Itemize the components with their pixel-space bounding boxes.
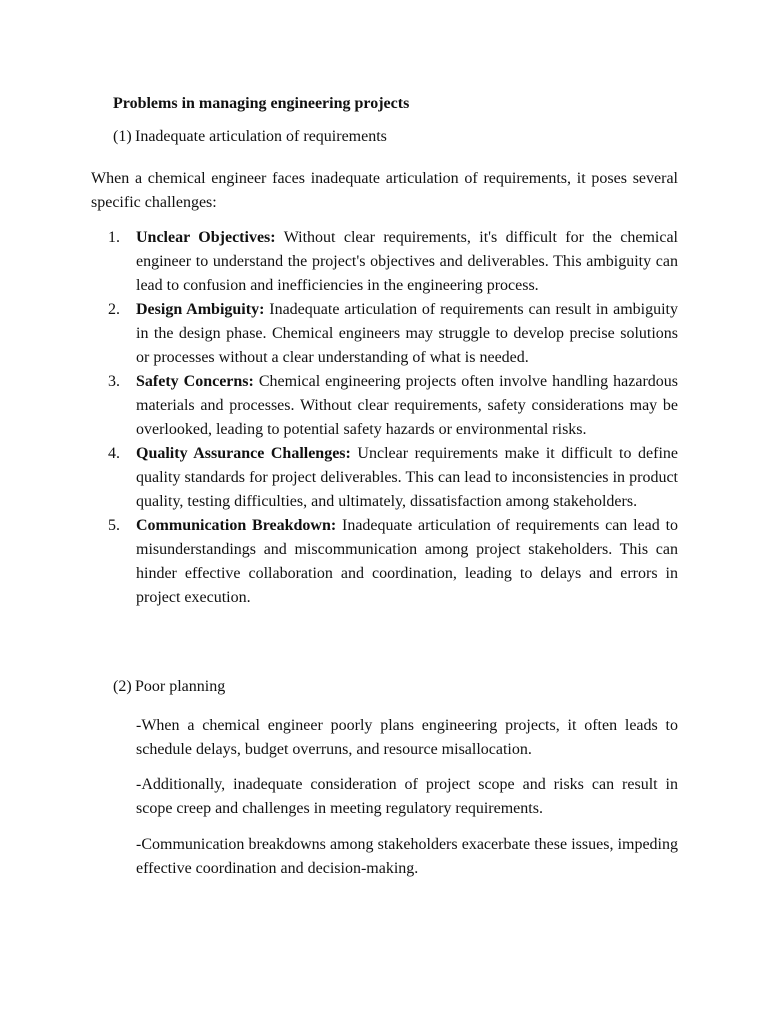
list-item-term: Safety Concerns:	[136, 373, 254, 390]
list-item	[108, 370, 678, 442]
list-item-text: Chemical engineering projects often involve handling hazardous materials and processes. Without clear requirements, safety considerations may be overlooked, leading to potential safety hazards or environmental risks.	[136, 373, 678, 438]
list-item-text: Without clear requirements, it's difficult for the chemical engineer to understand the project's objectives and deliverables. This ambiguity can lead to confusion and inefficiencies in the engineering process.	[136, 229, 678, 294]
list-item-term: Communication Breakdown:	[136, 517, 337, 534]
list-item-term: Unclear Objectives:	[136, 229, 276, 246]
section-2-number: (2)	[113, 678, 132, 695]
list-item	[108, 298, 678, 370]
list-item-number: 2.	[108, 301, 120, 318]
section-1-intro: When a chemical engineer faces inadequate articulation of requirements, it poses several specific challenges:	[91, 170, 678, 211]
list-item-text: Inadequate articulation of requirements can result in ambiguity in the design phase. Chemical engineers may struggle to develop precise solutions or processes without a clear understanding of what is needed.	[136, 301, 678, 366]
section-2-paragraph: -When a chemical engineer poorly plans engineering projects, it often leads to schedule delays, budget overruns, and resource misallocation.	[136, 717, 678, 758]
section-2-title: Poor planning	[135, 678, 226, 695]
section-1-heading	[113, 125, 387, 149]
section-1-number: (1)	[113, 128, 132, 145]
list-item	[108, 514, 679, 610]
list-item-text: Inadequate articulation of requirements can lead to misunderstandings and miscommunication among project stakeholders. This can hinder effective collaboration and coordination, leading to delays and errors in project execution.	[136, 517, 679, 606]
section-2-paragraph: -Communication breakdowns among stakeholders exacerbate these issues, impeding effective coordination and decision-making.	[136, 836, 678, 877]
list-item-number: 3.	[108, 373, 120, 390]
list-item	[108, 442, 678, 514]
challenges-list	[108, 226, 679, 610]
list-item-term: Design Ambiguity:	[136, 301, 265, 318]
list-item-term: Quality Assurance Challenges:	[136, 445, 351, 462]
section-2-heading	[113, 675, 225, 699]
section-2-paragraph: -Additionally, inadequate consideration of project scope and risks can result in scope creep and challenges in meeting regulatory requirements.	[136, 776, 678, 817]
list-item-number: 1.	[108, 229, 120, 246]
list-item-number: 4.	[108, 445, 120, 462]
list-item	[108, 226, 678, 298]
page-title: Problems in managing engineering projects	[113, 95, 410, 112]
list-item-text: Unclear requirements make it difficult to define quality standards for project deliverables. This can lead to inconsistencies in product quality, testing difficulties, and ultimately, dissatisfaction among stakeholders.	[136, 445, 678, 510]
list-item-number: 5.	[108, 517, 120, 534]
section-1-title: Inadequate articulation of requirements	[135, 128, 387, 145]
